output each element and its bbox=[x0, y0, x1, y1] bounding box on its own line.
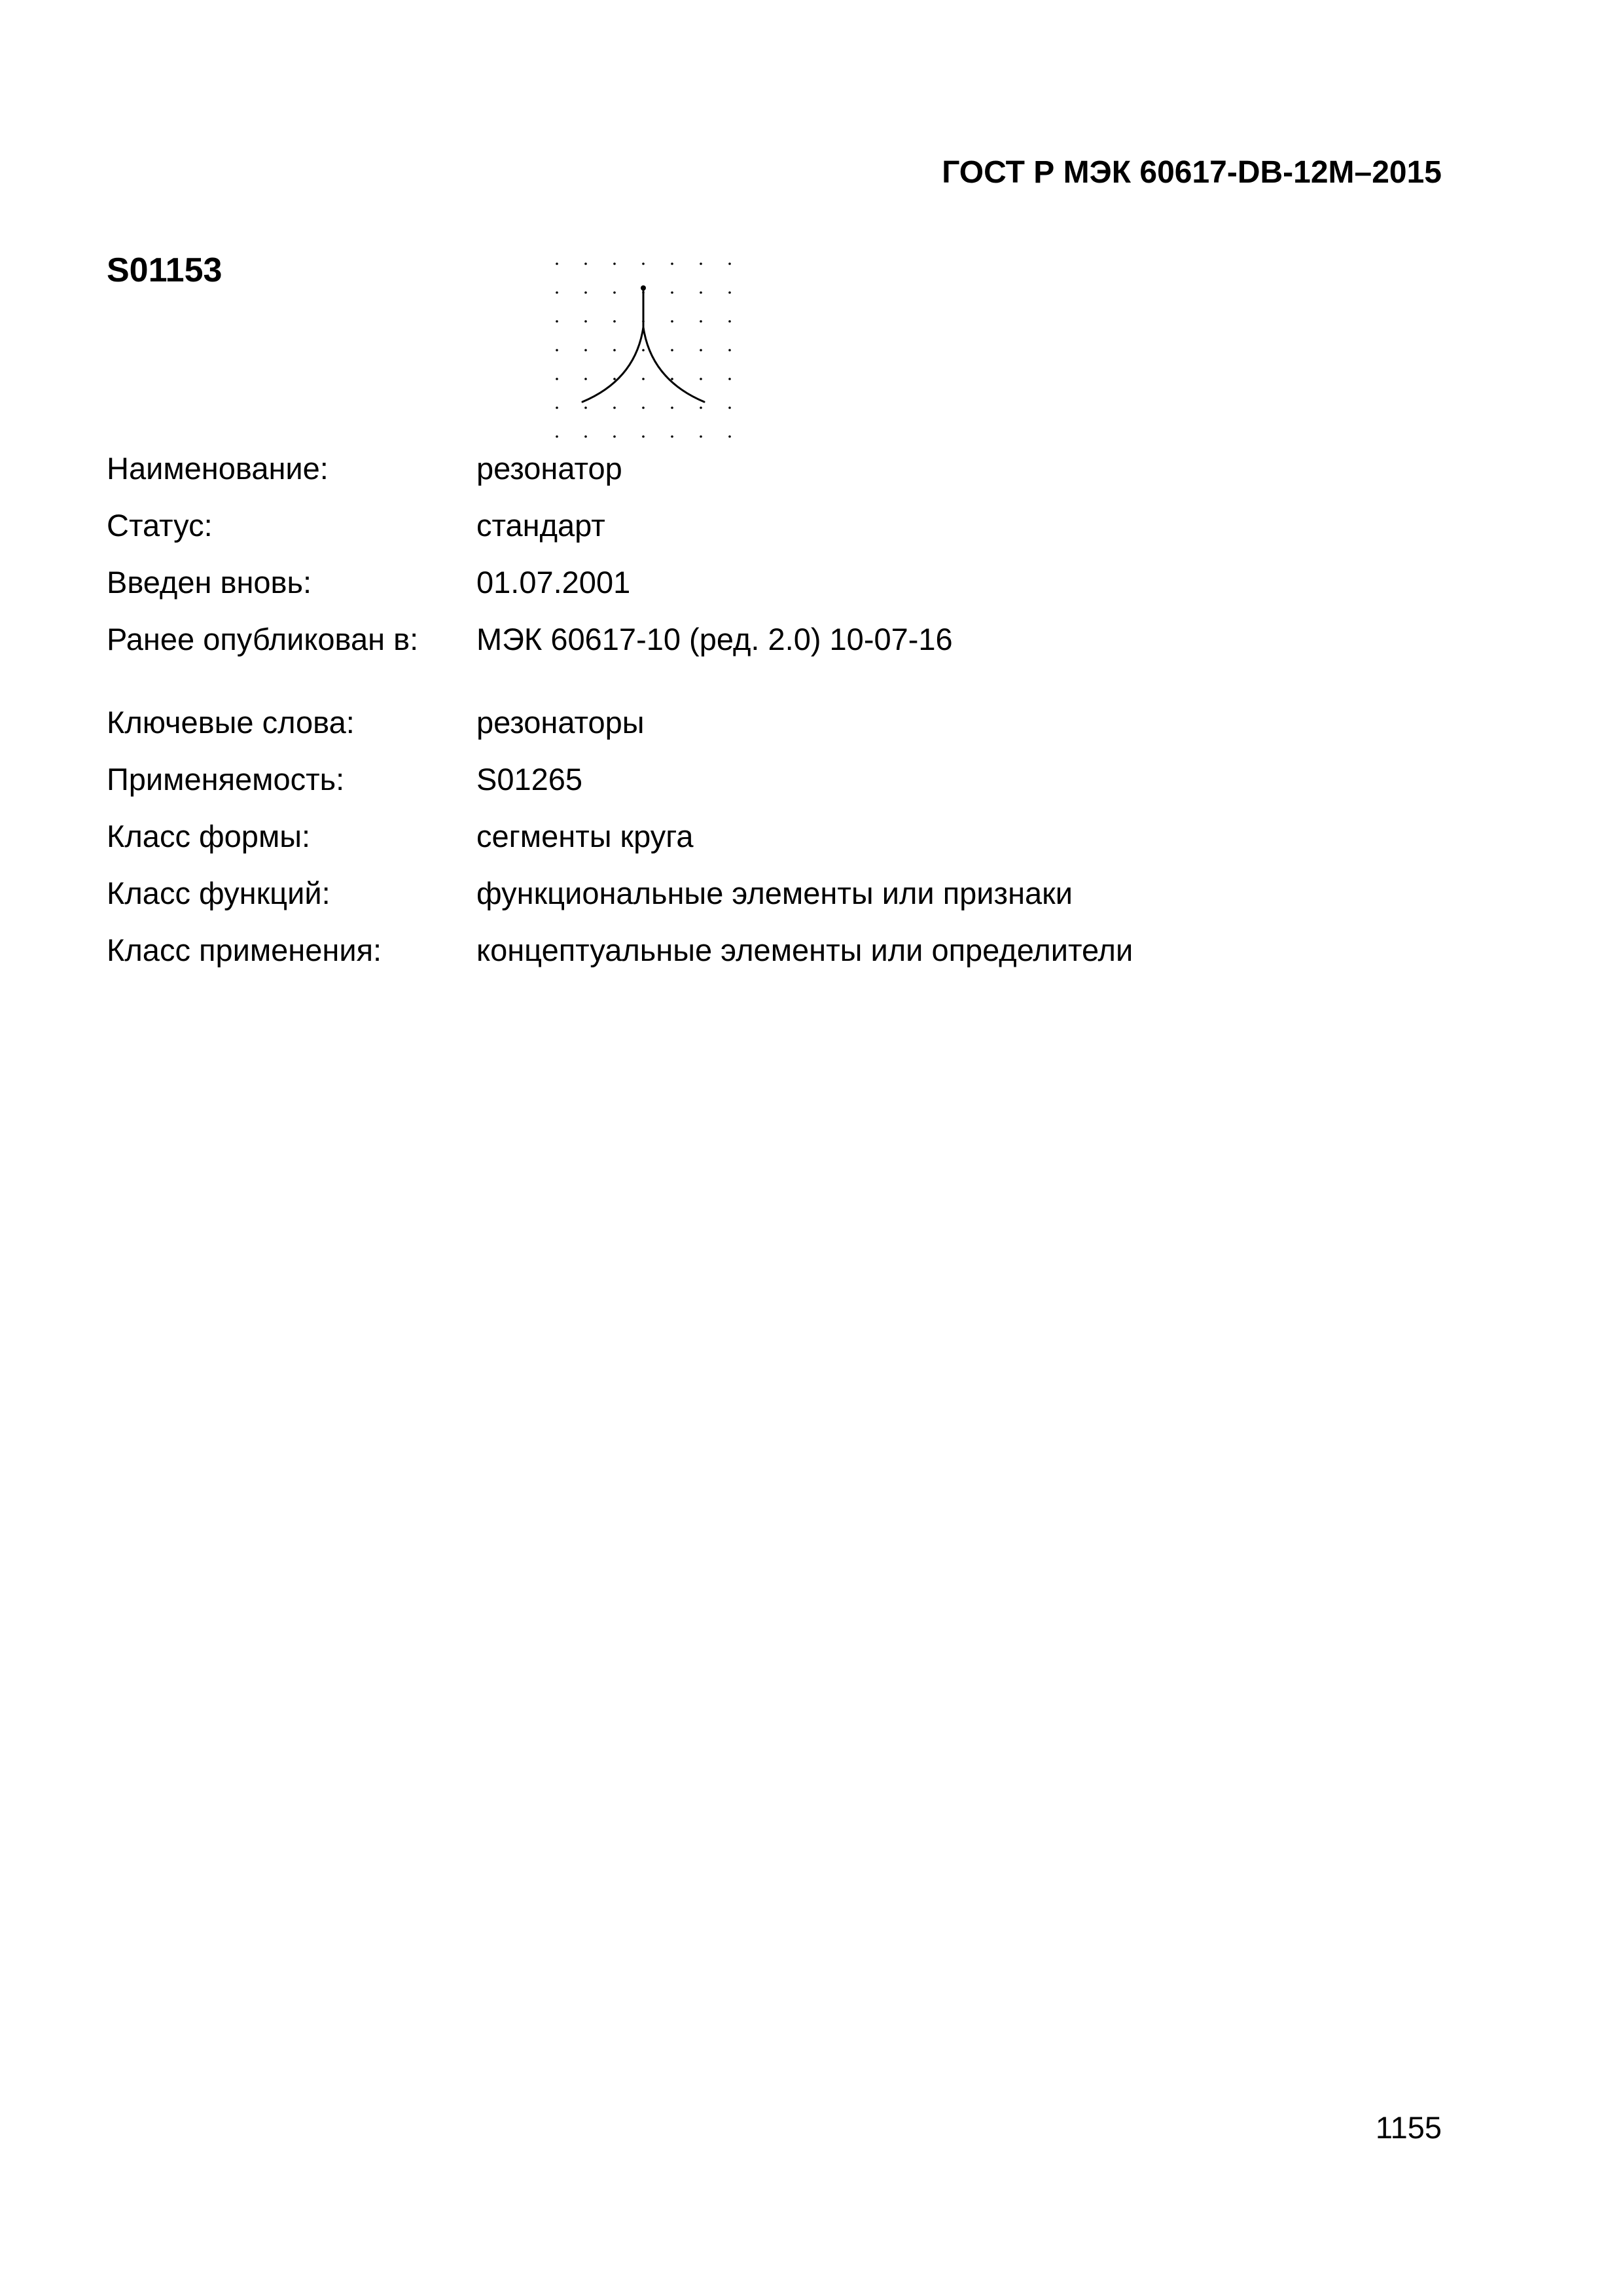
grid-dot bbox=[584, 406, 587, 409]
grid-dot bbox=[613, 291, 616, 294]
page-header-standard: ГОСТ Р МЭК 60617-DB-12M–2015 bbox=[942, 155, 1442, 190]
grid-dot bbox=[700, 262, 702, 265]
property-label: Наименование: bbox=[107, 451, 329, 486]
property-row-applicability bbox=[107, 751, 1481, 808]
grid-dot bbox=[671, 406, 673, 409]
grid-dot bbox=[584, 435, 587, 438]
grid-dot bbox=[642, 349, 645, 351]
grid-dot bbox=[613, 378, 616, 380]
property-value: резонатор bbox=[476, 451, 622, 486]
grid-dot bbox=[556, 291, 558, 294]
symbol-code: S01153 bbox=[107, 251, 223, 289]
property-value: 01.07.2001 bbox=[476, 565, 631, 600]
property-row-shape-class bbox=[107, 808, 1481, 865]
grid-dot bbox=[556, 406, 558, 409]
grid-dot bbox=[728, 291, 731, 294]
grid-dot bbox=[700, 435, 702, 438]
property-label: Класс применения: bbox=[107, 933, 382, 967]
grid-dot bbox=[671, 378, 673, 380]
grid-dot bbox=[700, 406, 702, 409]
grid-dot bbox=[728, 262, 731, 265]
resonator-top-dot bbox=[641, 285, 646, 291]
property-label: Ранее опубликован в: bbox=[107, 622, 419, 656]
grid-dot bbox=[613, 435, 616, 438]
grid-dot bbox=[700, 349, 702, 351]
property-row-introduced bbox=[107, 554, 1481, 611]
property-row-name bbox=[107, 440, 1481, 497]
grid-dot bbox=[671, 320, 673, 323]
resonator-symbol-lines bbox=[582, 288, 704, 402]
property-value: концептуальные элементы или определители bbox=[476, 933, 1133, 967]
grid-dot bbox=[556, 262, 558, 265]
grid-dot bbox=[671, 349, 673, 351]
grid-dot bbox=[700, 320, 702, 323]
grid-dot bbox=[642, 406, 645, 409]
grid-dot bbox=[584, 320, 587, 323]
property-value: сегменты круга bbox=[476, 819, 694, 853]
grid-dot bbox=[556, 378, 558, 380]
symbol-properties-list bbox=[107, 440, 1481, 978]
page-number: 1155 bbox=[1375, 2110, 1442, 2145]
grid-dot bbox=[556, 435, 558, 438]
property-value: S01265 bbox=[476, 762, 583, 797]
grid-dot bbox=[584, 378, 587, 380]
grid-dot bbox=[584, 291, 587, 294]
grid-dot bbox=[613, 349, 616, 351]
grid-dot bbox=[728, 378, 731, 380]
grid-dot bbox=[728, 435, 731, 438]
grid-dot bbox=[642, 262, 645, 265]
grid-dot bbox=[671, 435, 673, 438]
grid-dot bbox=[613, 406, 616, 409]
grid-dot bbox=[613, 262, 616, 265]
grid-dot bbox=[671, 291, 673, 294]
property-value: стандарт bbox=[476, 508, 605, 543]
grid-dot bbox=[584, 349, 587, 351]
property-row-keywords bbox=[107, 694, 1481, 751]
grid-dot bbox=[728, 320, 731, 323]
grid-dot bbox=[642, 378, 645, 380]
grid-dot bbox=[556, 349, 558, 351]
resonator-left-arc bbox=[582, 327, 643, 402]
grid-dot bbox=[700, 291, 702, 294]
property-row-published-in bbox=[107, 611, 1481, 668]
property-value: МЭК 60617-10 (ред. 2.0) 10-07-16 bbox=[476, 622, 953, 656]
property-label: Статус: bbox=[107, 508, 213, 543]
property-value: резонаторы bbox=[476, 705, 645, 740]
grid-dot bbox=[556, 320, 558, 323]
resonator-symbol-figure bbox=[548, 255, 738, 445]
property-label: Введен вновь: bbox=[107, 565, 312, 600]
property-label: Класс формы: bbox=[107, 819, 311, 853]
grid-dot bbox=[642, 435, 645, 438]
property-label: Применяемость: bbox=[107, 762, 345, 797]
grid-dot bbox=[728, 406, 731, 409]
property-row-function-class bbox=[107, 865, 1481, 922]
grid-dot bbox=[613, 320, 616, 323]
property-label: Ключевые слова: bbox=[107, 705, 355, 740]
property-row-application-class bbox=[107, 922, 1481, 978]
property-row-status bbox=[107, 497, 1481, 554]
property-label: Класс функций: bbox=[107, 876, 330, 910]
grid-dot bbox=[700, 378, 702, 380]
property-value: функциональные элементы или признаки bbox=[476, 876, 1073, 910]
resonator-right-arc bbox=[643, 327, 704, 402]
grid-dot bbox=[584, 262, 587, 265]
grid-dot bbox=[728, 349, 731, 351]
grid-dot bbox=[671, 262, 673, 265]
